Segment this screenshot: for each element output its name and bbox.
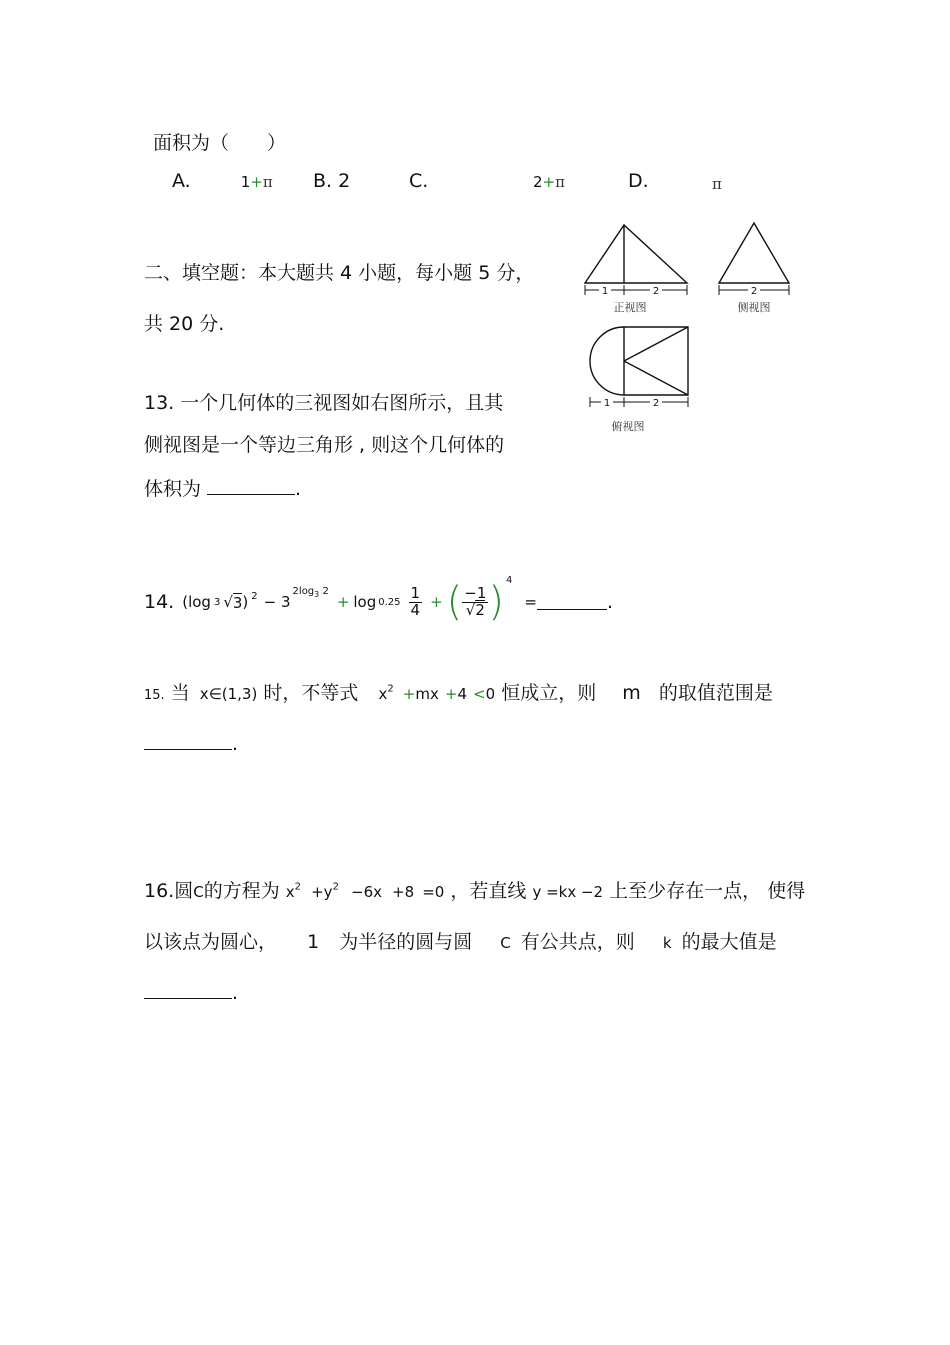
three-view-figure [580, 215, 810, 440]
q13-line3: 体积为 . [144, 478, 302, 500]
front-dim-2: 2 [652, 286, 660, 297]
front-dim-1: 1 [601, 286, 609, 297]
q13-answer-blank[interactable] [207, 480, 295, 495]
top-view-label: 俯视图 [611, 420, 645, 433]
q14-number: 14. [144, 591, 175, 613]
q12-option-d[interactable] [628, 170, 649, 192]
q16-answer-blank[interactable] [144, 984, 232, 999]
option-letter: B. [313, 170, 333, 192]
top-dim-2: 2 [652, 398, 660, 409]
side-view-shape [719, 223, 789, 283]
q16-line1: 16.圆C的方程为 $x^2 +y^2 -6x +8 =0$ ，若直线 y =kx −2 上至少存在一点， 使得 [144, 880, 806, 902]
option-letter: D. [628, 170, 649, 192]
option-value: 1+π [240, 173, 273, 191]
q12-option-a[interactable] [172, 170, 273, 192]
option-letter: C. [409, 170, 429, 192]
q14-fraction: $\frac{1}{4}$ [410, 583, 421, 619]
top-dim-1: 1 [603, 398, 611, 409]
q14-answer-blank[interactable] [537, 595, 607, 610]
q12-stem-tail: 面积为（ ） [153, 132, 287, 154]
section-heading-line2: 共 20 分. [144, 313, 225, 335]
q16-line2: 以该点为圆心， 1 为半径的圆与圆 C 有公共点，则 k 的最大值是 [144, 931, 777, 953]
section-heading: 二、填空题：本大题共 4 小题，每小题 5 分， [144, 262, 535, 284]
q12-option-d-value: π [712, 175, 722, 193]
q15-number: 15. [144, 688, 165, 703]
q12-option-c-value: 2+π [533, 173, 565, 191]
option-letter: A. [172, 170, 191, 192]
q12-option-c[interactable] [409, 170, 428, 192]
q16-number: 16. [144, 880, 175, 902]
q15-answer-blank[interactable] [144, 735, 232, 750]
top-view-shape [590, 327, 688, 395]
side-view-label: 侧视图 [737, 301, 771, 314]
side-dim-2: 2 [750, 286, 758, 297]
q13-line1: 13. 一个几何体的三视图如右图所示，且其 [144, 392, 504, 414]
front-view-shape [585, 225, 687, 283]
q13-line2: 侧视图是一个等边三角形 , 则这个几何体的 [144, 434, 505, 456]
q15-line1: 15. 当 x∈(1,3) 时，不等式 $x^2 +mx +4 <0$ 恒成立，则 m 的取值范围是 [144, 682, 773, 704]
q14-expression: 14. (log 3 √ 3 ) $^2$ − 3 $2\log_3$ 2 + log 0.25 $\frac{1}{4}$ + ( $\frac{-1}{√2}$ ) $^4$ = . [144, 574, 613, 625]
front-view-label: 正视图 [613, 301, 647, 314]
q14-paren-fraction: $\frac{-1}{√2}$ [464, 583, 487, 619]
q15-line2: . [144, 733, 238, 755]
q16-line3: . [144, 982, 238, 1004]
option-value: 2 [338, 170, 351, 192]
q12-option-b[interactable] [313, 170, 350, 192]
